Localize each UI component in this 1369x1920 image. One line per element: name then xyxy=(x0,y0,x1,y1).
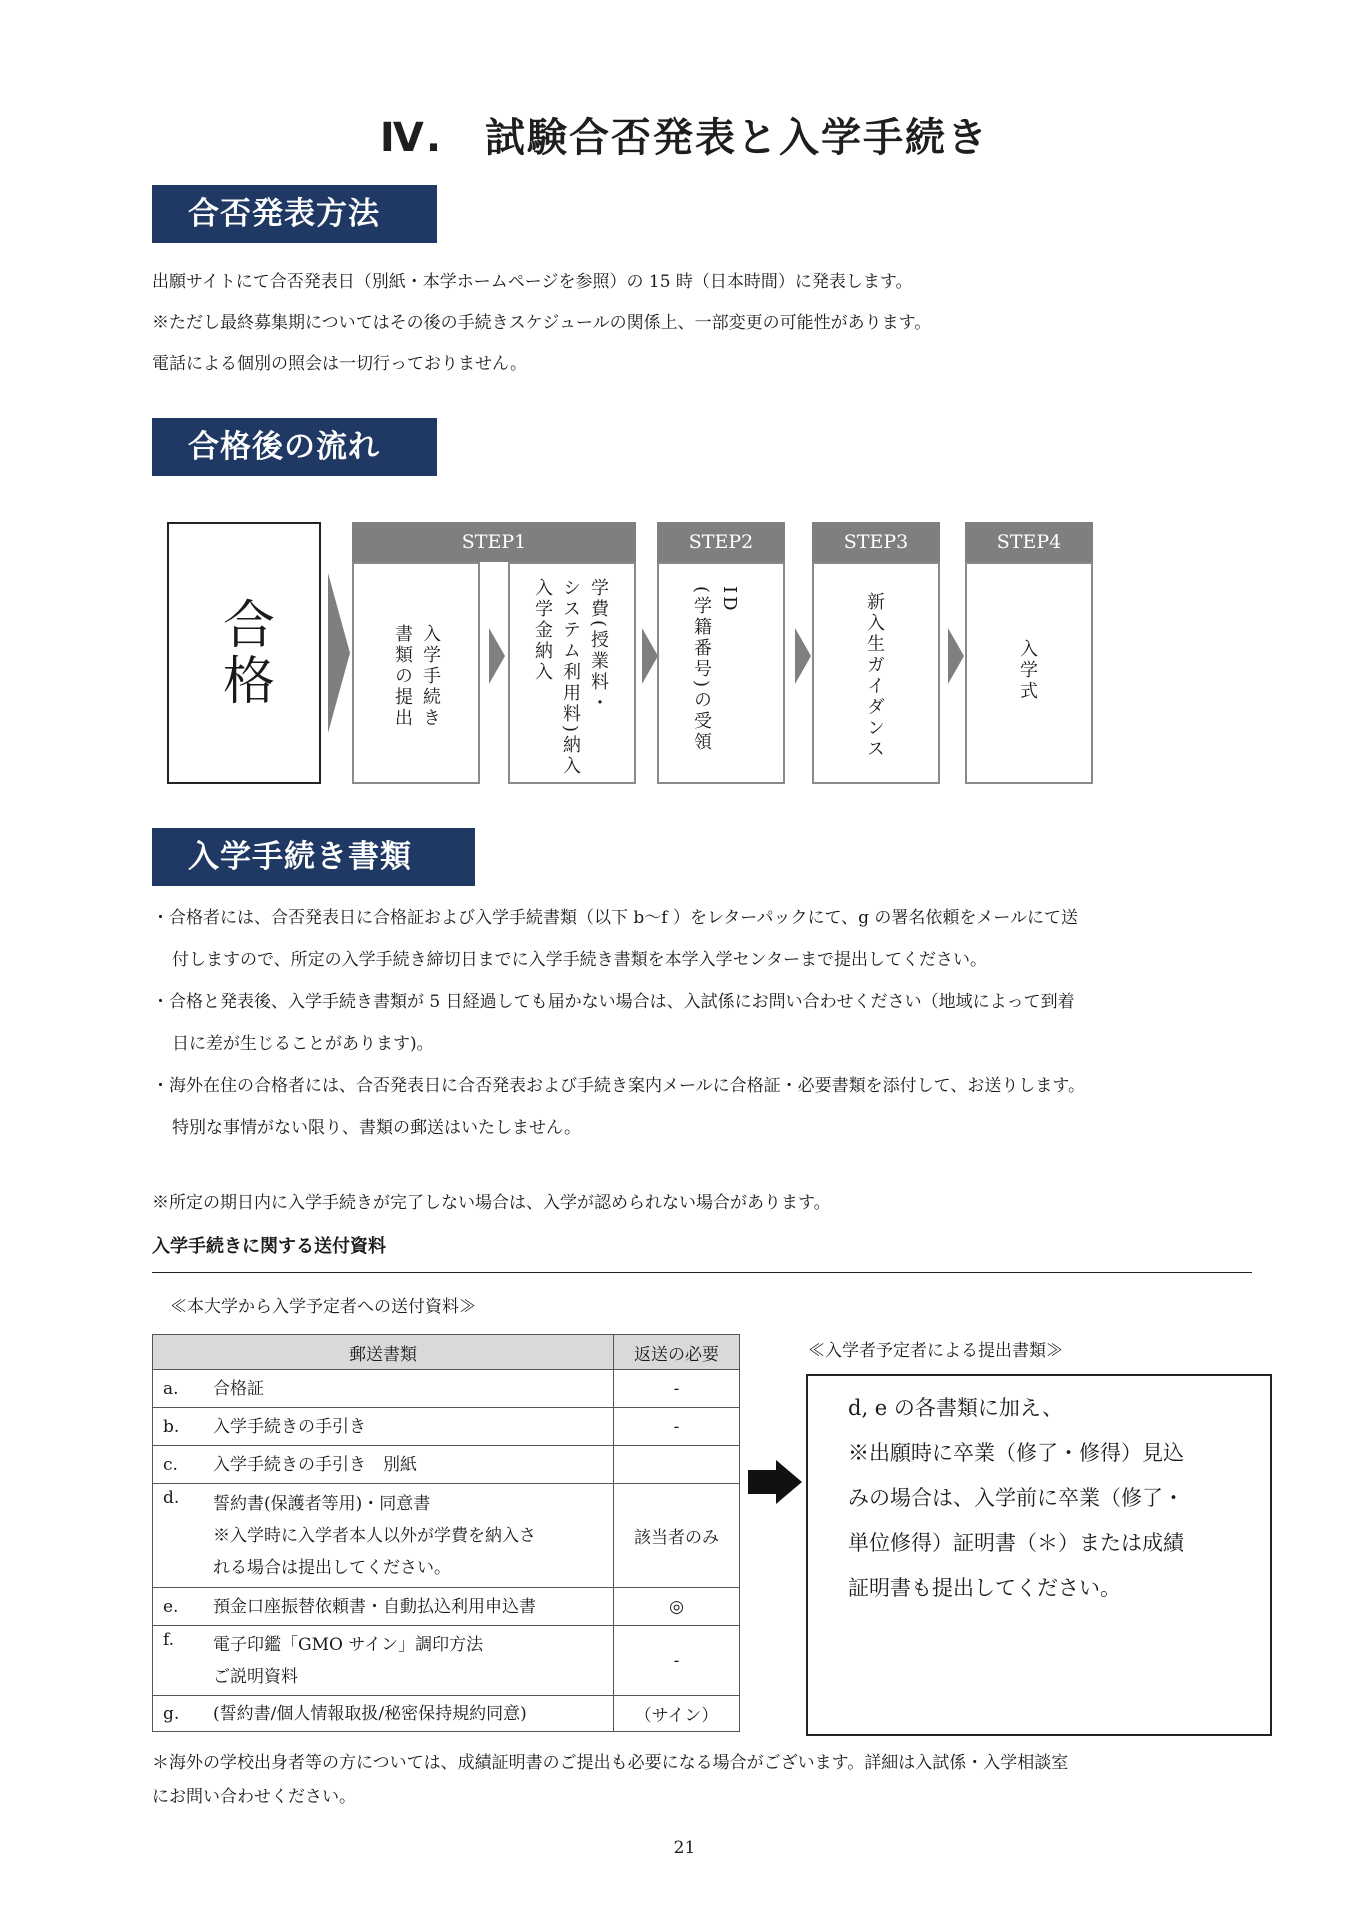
arrow-right-icon xyxy=(776,1460,802,1504)
pass-label: 合格 xyxy=(213,597,274,709)
step4-item: 入学式 xyxy=(1017,639,1038,702)
row-letter: d. xyxy=(153,1484,204,1588)
row-document: 入学手続きの手引き 別紙 xyxy=(203,1446,614,1484)
step1-item-1: 入学手続き 書類の提出 xyxy=(392,624,441,729)
bullet-line: 付しますので、所定の入学手続き締切日までに入学手続き書類を本学入学センターまで提出してください。 xyxy=(172,950,987,970)
step4-label: STEP4 xyxy=(965,522,1093,562)
row-return: - xyxy=(614,1626,740,1696)
step2-label: STEP2 xyxy=(657,522,785,562)
submit-line: 証明書も提出してください。 xyxy=(848,1576,1121,1600)
footnote-line: にお問い合わせください。 xyxy=(152,1787,356,1807)
bullet-line: ・合格と発表後、入学手続き書類が 5 日経過しても届かない場合は、入試係にお問い合わせください（地域によって到着 xyxy=(152,992,1075,1012)
table-row xyxy=(153,1696,740,1732)
table-header-return: 返送の必要 xyxy=(614,1335,740,1370)
row-letter: g. xyxy=(153,1696,204,1732)
table-row xyxy=(153,1446,740,1484)
submit-caption: ≪入学者予定者による提出書類≫ xyxy=(808,1341,1063,1361)
section-heading-flow: 合格後の流れ xyxy=(152,418,437,476)
divider xyxy=(152,1272,1252,1273)
step2-item: ID (学籍番号)の受領 xyxy=(691,586,740,754)
row-return: - xyxy=(614,1408,740,1446)
table-header-documents: 郵送書類 xyxy=(153,1335,614,1370)
row-document: 入学手続きの手引き xyxy=(203,1408,614,1446)
row-return: - xyxy=(614,1370,740,1408)
bullet-line: ・合格者には、合否発表日に合格証および入学手続書類（以下 b～f ）をレターパックにて、g の署名依頼をメールにて送 xyxy=(152,908,1079,928)
arrow-right-icon xyxy=(642,628,658,684)
step1-label: STEP1 xyxy=(352,522,636,562)
table-row xyxy=(153,1370,740,1408)
section-heading-announcement: 合否発表方法 xyxy=(152,185,437,243)
step4-box xyxy=(965,562,1093,784)
step1-item-2: 学費(授業料・ システム利用料)納入 入学金納入 xyxy=(532,578,609,778)
table-row xyxy=(153,1626,740,1696)
announcement-line: ※ただし最終募集期についてはその後の手続きスケジュールの関係上、一部変更の可能性があります。 xyxy=(152,313,932,333)
step1-box-1 xyxy=(352,562,480,784)
footnote xyxy=(152,1746,1068,1814)
table-row xyxy=(153,1588,740,1626)
announcement-text xyxy=(152,262,931,385)
table-caption: ≪本大学から入学予定者への送付資料≫ xyxy=(170,1297,476,1317)
page-number: 21 xyxy=(673,1838,696,1858)
row-letter: a. xyxy=(153,1370,204,1408)
row-letter: b. xyxy=(153,1408,204,1446)
deadline-note: ※所定の期日内に入学手続きが完了しない場合は、入学が認められない場合があります。 xyxy=(152,1193,831,1213)
submit-line: みの場合は、入学前に卒業（修了・ xyxy=(848,1486,1184,1510)
step3-label: STEP3 xyxy=(812,522,940,562)
page-title: Ⅳ. 試験合否発表と入学手続き xyxy=(379,115,990,161)
table-row xyxy=(153,1408,740,1446)
announcement-line: 電話による個別の照会は一切行っておりません。 xyxy=(152,354,528,374)
submit-line: d, e の各書類に加え、 xyxy=(848,1396,1064,1420)
sent-documents-heading: 入学手続きに関する送付資料 xyxy=(152,1236,386,1257)
row-document: 合格証 xyxy=(203,1370,614,1408)
row-document: (誓約書/個人情報取扱/秘密保持規約同意) xyxy=(203,1696,614,1732)
submit-line: ※出願時に卒業（修了・修得）見込 xyxy=(848,1441,1184,1465)
bullet-line: 日に差が生じることがあります)。 xyxy=(172,1034,434,1054)
row-letter: f. xyxy=(153,1626,204,1696)
arrow-right-icon xyxy=(795,628,811,684)
row-return: 該当者のみ xyxy=(614,1484,740,1588)
table-row xyxy=(153,1484,740,1588)
footnote-line: ＊海外の学校出身者等の方については、成績証明書のご提出も必要になる場合がございます。詳細は入試係・入学相談室 xyxy=(152,1753,1069,1773)
step3-box xyxy=(812,562,940,784)
arrow-right-icon xyxy=(748,1470,776,1494)
bullet-line: 特別な事情がない限り、書類の郵送はいたしません。 xyxy=(172,1118,582,1138)
submit-documents-box xyxy=(806,1374,1272,1736)
arrow-right-icon xyxy=(489,628,505,684)
bullet-line: ・海外在住の合格者には、合否発表日に合否発表および手続き案内メールに合格証・必要書類を添付して、お送りします。 xyxy=(152,1076,1085,1096)
documents-table xyxy=(152,1334,740,1732)
announcement-line: 出願サイトにて合否発表日（別紙・本学ホームページを参照）の 15 時（日本時間）に発表します。 xyxy=(152,272,913,292)
documents-bullets xyxy=(152,897,1085,1149)
step1-box-2 xyxy=(508,562,636,784)
row-letter: c. xyxy=(153,1446,204,1484)
arrow-right-icon xyxy=(328,573,350,733)
pass-box xyxy=(167,522,321,784)
submit-line: 単位修得）証明書（＊）または成績 xyxy=(848,1531,1184,1555)
row-return xyxy=(614,1446,740,1484)
step3-item: 新入生ガイダンス xyxy=(864,592,885,760)
table-header-row xyxy=(153,1335,740,1370)
step2-box xyxy=(657,562,785,784)
row-document: 誓約書(保護者等用)・同意書 ※入学時に入学者本人以外が学費を納入さ れる場合は提出してください。 xyxy=(203,1484,614,1588)
row-document: 預金口座振替依頼書・自動払込利用申込書 xyxy=(203,1588,614,1626)
row-return: （サイン） xyxy=(614,1696,740,1732)
section-heading-documents: 入学手続き書類 xyxy=(152,828,475,886)
row-document: 電子印鑑「GMO サイン」調印方法 ご説明資料 xyxy=(203,1626,614,1696)
row-return: ◎ xyxy=(614,1588,740,1626)
row-letter: e. xyxy=(153,1588,204,1626)
arrow-right-icon xyxy=(948,628,964,684)
